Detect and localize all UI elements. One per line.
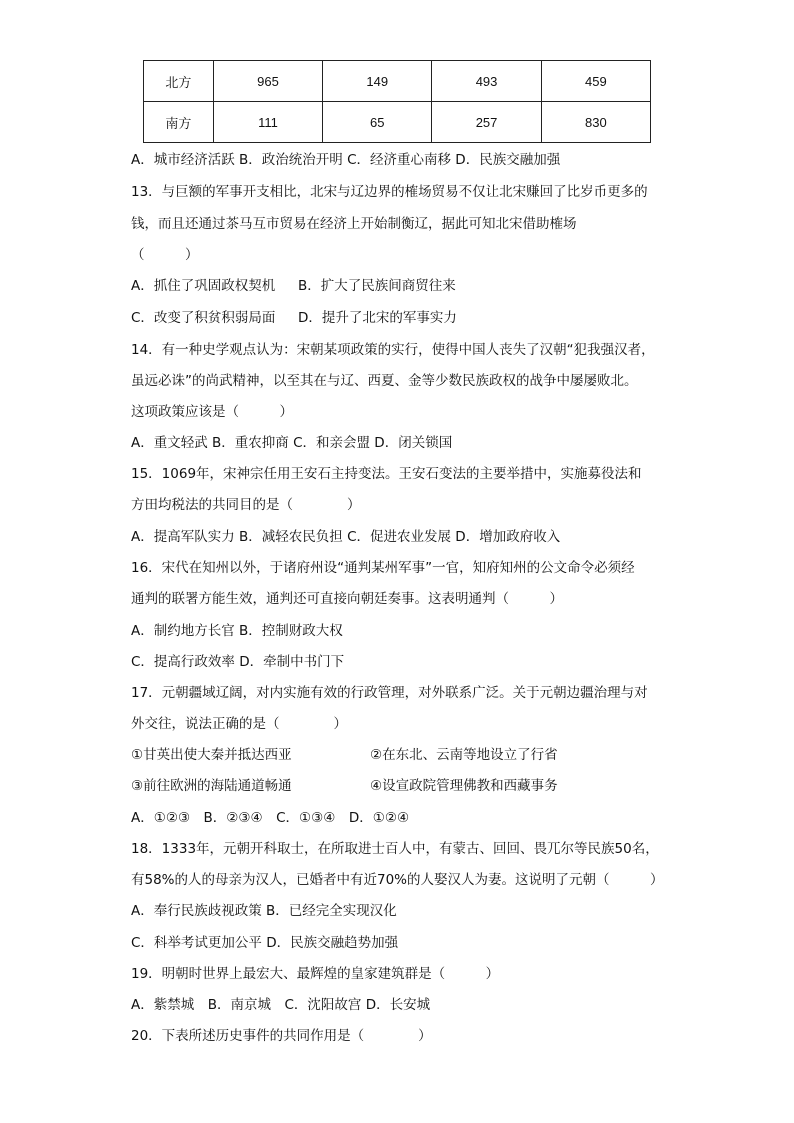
q13-option-b: B．扩大了民族间商贸往来 xyxy=(298,278,456,294)
q17-item: ④设宣政院管理佛教和西藏事务 xyxy=(370,778,558,794)
q13-stem: 钱，而且还通过茶马互市贸易在经济上开始制衡辽，据此可知北宋借助榷场 xyxy=(131,216,577,232)
q13-option-c: C．改变了积贫积弱局面 xyxy=(131,310,276,326)
q13-stem: （ ） xyxy=(131,247,199,263)
table-cell: 111 xyxy=(213,102,322,143)
q15-stem: 15．1069年，宋神宗任用王安石主持变法。王安石变法的主要举措中，实施募役法和 xyxy=(131,466,642,482)
row-label: 北方 xyxy=(144,61,214,102)
data-table xyxy=(143,60,651,143)
table-cell: 965 xyxy=(213,61,322,102)
q19-stem: 19．明朝时世界上最宏大、最辉煌的皇家建筑群是（ ） xyxy=(131,966,500,982)
q13-option-d: D．提升了北宋的军事实力 xyxy=(298,310,457,326)
q19-options: A．紫禁城 B．南京城 C．沈阳故宫 D．长安城 xyxy=(131,997,431,1013)
q17-stem: 17．元朝疆域辽阔，对内实施有效的行政管理，对外联系广泛。关于元朝边疆治理与对 xyxy=(131,685,648,701)
q16-options: A．制约地方长官 B．控制财政大权 xyxy=(131,623,343,639)
q17-item: ①甘英出使大秦并抵达西亚 xyxy=(131,747,292,763)
q12-options: A．城市经济活跃 B．政治统治开明 C．经济重心南移 D．民族交融加强 xyxy=(131,152,561,168)
table-cell: 830 xyxy=(541,102,650,143)
q17-options: A．①②③ B．②③④ C．①③④ D．①②④ xyxy=(131,810,410,826)
q16-options: C．提高行政效率 D．牵制中书门下 xyxy=(131,654,345,670)
q20-stem: 20．下表所述历史事件的共同作用是（ ） xyxy=(131,1028,432,1044)
q16-stem: 通判的联署方能生效，通判还可直接向朝廷奏事。这表明通判（ ） xyxy=(131,591,563,607)
q18-options: A．奉行民族歧视政策 B．已经完全实现汉化 xyxy=(131,903,397,919)
table-cell: 459 xyxy=(541,61,650,102)
q14-stem: 14．有一种史学观点认为：宋朝某项政策的实行，使得中国人丧失了汉朝“犯我强汉者， xyxy=(131,342,655,358)
table-cell: 65 xyxy=(323,102,432,143)
q17-item: ③前往欧洲的海陆通道畅通 xyxy=(131,778,292,794)
table-cell: 257 xyxy=(432,102,541,143)
q15-stem: 方田均税法的共同目的是（ ） xyxy=(131,497,361,513)
q14-options: A．重文轻武 B．重农抑商 C．和亲会盟 D．闭关锁国 xyxy=(131,435,453,451)
q13-stem: 13．与巨额的军事开支相比，北宋与辽边界的榷场贸易不仅让北宋赚回了比岁币更多的 xyxy=(131,184,648,200)
q15-options: A．提高军队实力 B．减轻农民负担 C．促进农业发展 D．增加政府收入 xyxy=(131,529,561,545)
q18-stem: 18．1333年，元朝开科取士，在所取进士百人中，有蒙古、回回、畏兀尔等民族50名， xyxy=(131,841,659,857)
q13-option-a: A．抓住了巩固政权契机 xyxy=(131,278,276,294)
row-label: 南方 xyxy=(144,102,214,143)
q17-item: ②在东北、云南等地设立了行省 xyxy=(370,747,558,763)
table-row xyxy=(144,102,651,143)
q14-stem: 这项政策应该是（ ） xyxy=(131,404,293,420)
table-cell: 493 xyxy=(432,61,541,102)
table-cell: 149 xyxy=(323,61,432,102)
q18-stem: 有58%的人的母亲为汉人，已婚者中有近70%的人娶汉人为妻。这说明了元朝（ ） xyxy=(131,872,664,888)
q14-stem: 虽远必诛”的尚武精神，以至其在与辽、西夏、金等少数民族政权的战争中屡屡败北。 xyxy=(131,373,638,389)
q16-stem: 16．宋代在知州以外，于诸府州设“通判某州军事”一官，知府知州的公文命令必须经 xyxy=(131,560,635,576)
table-row xyxy=(144,61,651,102)
q17-stem: 外交往，说法正确的是（ ） xyxy=(131,716,347,732)
q18-options: C．科举考试更加公平 D．民族交融趋势加强 xyxy=(131,935,399,951)
